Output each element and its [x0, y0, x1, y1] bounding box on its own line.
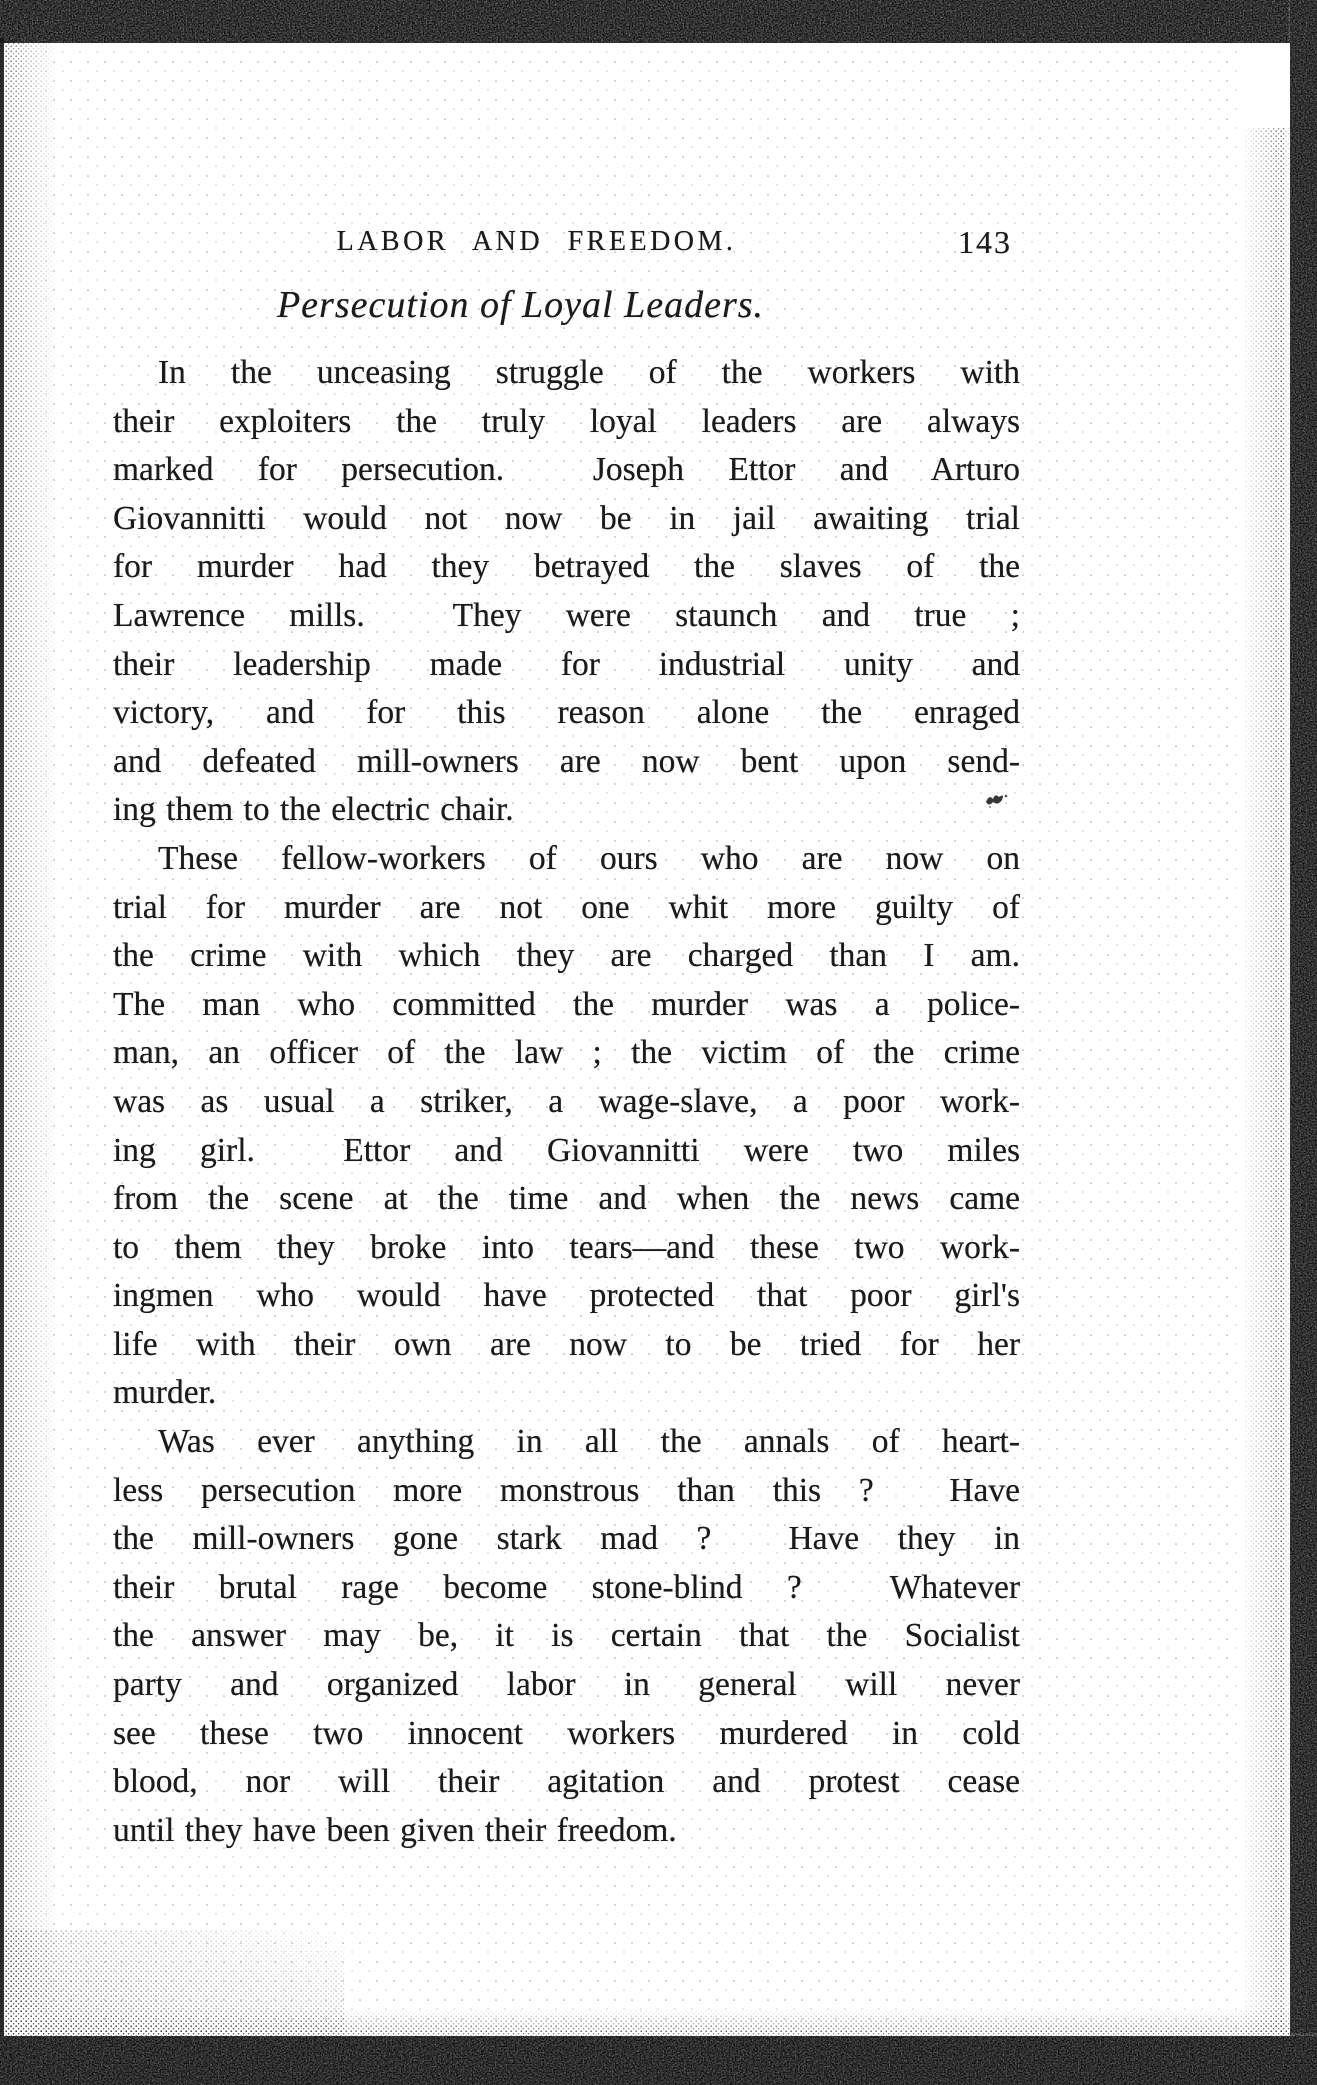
- text-line: their exploiters the truly loyal leaders are always: [113, 402, 1020, 440]
- text-line: Lawrence mills. They were staunch and true ;: [113, 596, 1020, 634]
- text-line: and defeated mill-owners are now bent upon send-: [113, 742, 1020, 780]
- text-line: marked for persecution. Joseph Ettor and Arturo: [113, 451, 1020, 489]
- text-line: from the scene at the time and when the news came: [113, 1180, 1020, 1218]
- text-line: murder.: [113, 1374, 217, 1412]
- text-line: life with their own are now to be tried for her: [113, 1325, 1020, 1363]
- text-line: Giovannitti would not now be in jail awaiting trial: [113, 499, 1020, 537]
- text-line: to them they broke into tears—and these two work-: [113, 1228, 1020, 1266]
- bottom-page-curl-shading: [0, 2010, 1317, 2038]
- text-line: their leadership made for industrial unity and: [113, 645, 1020, 683]
- text-line: was as usual a striker, a wage-slave, a poor work-: [113, 1082, 1020, 1120]
- text-line: for murder had they betrayed the slaves of the: [113, 548, 1020, 586]
- right-scan-border: [1290, 0, 1317, 2085]
- text-line: trial for murder are not one whit more guilty of: [113, 888, 1020, 926]
- running-head: [113, 226, 1020, 268]
- text-line: the mill-owners gone stark mad ? Have they in: [113, 1520, 1020, 1558]
- top-scan-border: [0, 0, 1317, 43]
- left-page-curl-shading: [0, 38, 55, 2013]
- section-title: Persecution of Loyal Leaders.: [276, 284, 765, 326]
- text-line: In the unceasing struggle of the workers with: [158, 354, 1020, 391]
- left-page-edge-line: [0, 38, 4, 2036]
- text-line: Was ever anything in all the annals of heart-: [158, 1423, 1020, 1461]
- running-title: LABOR AND FREEDOM.: [336, 226, 737, 257]
- text-line: man, an officer of the law ; the victim of the crime: [113, 1034, 1020, 1072]
- text-line: party and organized labor in general will never: [113, 1666, 1020, 1704]
- text-line: The man who committed the murder was a police-: [113, 985, 1020, 1023]
- text-line: less persecution more monstrous than this ? Have: [113, 1471, 1020, 1509]
- text-line: the crime with which they are charged than I am.: [113, 937, 1020, 975]
- text-line: until they have been given their freedom.: [113, 1811, 677, 1849]
- paragraph: [113, 835, 1020, 1418]
- text-line: blood, nor will their agitation and protest cease: [113, 1763, 1020, 1801]
- text-line: These fellow-workers of ours who are now on: [158, 839, 1020, 877]
- text-line: ingmen who would have protected that poor girl's: [113, 1277, 1020, 1315]
- paragraph: [113, 1418, 1020, 1855]
- right-page-curl-shading: [1244, 128, 1290, 2036]
- bottom-scan-border: [0, 2036, 1317, 2085]
- page-body: [113, 349, 1020, 1855]
- text-line: ing girl. Ettor and Giovannitti were two miles: [113, 1131, 1020, 1169]
- paragraph: [113, 349, 1020, 835]
- page-number: 143: [958, 224, 1012, 260]
- text-line: victory, and for this reason alone the enraged: [113, 694, 1020, 732]
- text-line: ing them to the electric chair.: [113, 791, 514, 829]
- text-line: their brutal rage become stone-blind ? Whatever: [113, 1568, 1020, 1606]
- text-line: the answer may be, it is certain that the Socialist: [113, 1617, 1020, 1655]
- corner-curl-shading: [0, 1930, 345, 2036]
- text-line: see these two innocent workers murdered in cold: [113, 1714, 1020, 1752]
